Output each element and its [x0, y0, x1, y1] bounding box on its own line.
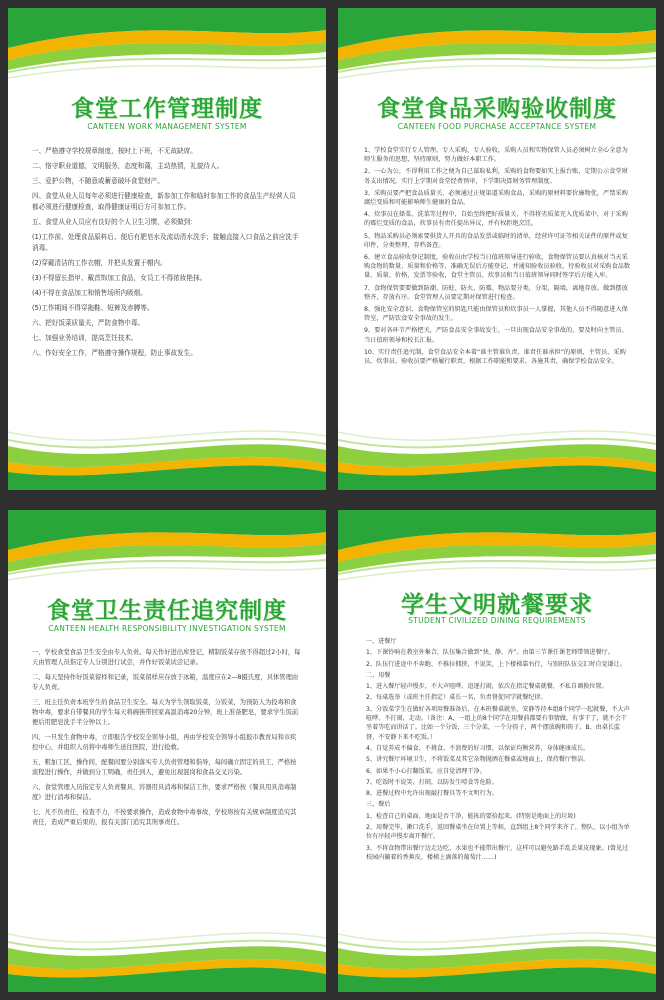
- top-wave-decoration: [8, 510, 326, 592]
- poster-title: 食堂工作管理制度: [71, 96, 263, 122]
- poster-body: [364, 146, 632, 369]
- rule-paragraph: 五、食堂从业人员应有良好的个人卫生习惯，必须做到：: [32, 217, 197, 226]
- rule-paragraph: 五、粗加工区，操作间，配餐间要分别落实专人负责管理和指导，每间确立固定的员工，严格按流程进行操作，并做到分工明确，责任到人，避免出现混岗和食品交叉污染。: [32, 759, 297, 776]
- rule-paragraph: (3)不得留长指甲、戴首饰加工食品，女员工不得浓妆艳抹。: [32, 273, 207, 282]
- rule-paragraph: 一、严格遵守学校规章制度，按时上下班，不无故缺席。: [32, 147, 197, 155]
- rule-paragraph: 7、食物保管要要做到防潮、防蛀、防火、防霉、物品要分类，分架，隔墙，离地存放。做到摆放整齐，存放有序。食堂管理人员要定期对保管进行检查。: [364, 284, 628, 301]
- bottom-wave-decoration: [338, 412, 656, 490]
- poster-title: 食堂食品采购验收制度: [377, 96, 617, 122]
- rule-paragraph: (4)不得在食品加工和销售场所内吸烟。: [32, 288, 147, 297]
- poster-canteen-work-management: [8, 8, 326, 490]
- poster-subtitle: CANTEEN FOOD PURCHASE ACCEPTANCE SYSTEM: [397, 122, 597, 131]
- rule-paragraph: 10、实行责任追究制，食堂食品安全本着“谁主管谁负责、谁责任谁承担”的原则，主管员、采购员、炊事员、验收员要严格履行职责，根据工作职能和要求，各施其责，确保学校食品安全。: [364, 348, 626, 366]
- rule-paragraph: 8、强化安全意识，食物保管室的钥匙只能由保管员和炊事员一人掌握，其他人员不得随意进入保管室，严防饮食安全事故的发生。: [364, 306, 628, 323]
- poster-subtitle: CANTEEN HEALTH RESPONSIBILITY INVESTIGATION SYSTEM: [48, 624, 286, 633]
- rule-paragraph: (2)穿戴清洁的工作衣帽，并把头发置于帽内。: [32, 258, 167, 267]
- rule-paragraph: 四、食堂从业人员每年必须进行健康检查，新参加工作和临时参加工作的食品生产经营人员都必须进行健康检查，取得健康证明后方可参加工作。: [32, 192, 296, 211]
- rule-paragraph: 3、不将食物带出餐厅边走边吃，水果也不能带出餐厅，这样可以避免路手乱丢果皮现象。(曾见过校园内躺着的香蕉皮，楼梯上滴落的葡萄汁……): [366, 844, 629, 861]
- rule-paragraph: 二、每天坚持作好饭菜留样和记录，饭菜留样应存放于冰箱，温度应在2—8摄氏度，具体管理由专人负责。: [32, 674, 299, 691]
- poster-title: 学生文明就餐要求: [401, 592, 593, 618]
- poster-student-dining-requirements: [338, 510, 656, 992]
- rule-paragraph: (5)工作期间不得穿拖鞋、短裤及赤膊等。: [32, 304, 154, 313]
- section-heading: 二、用餐: [366, 671, 391, 679]
- rule-paragraph: 1、检查自己的桌面、地面是否干净，能拣的要拾起来。(特别是地面上的垃圾): [366, 812, 576, 820]
- poster-body: [32, 146, 302, 363]
- rule-paragraph: 2、用餐完毕，漱口洗手，返回餐桌坐在位置上等候，直到组上8个同学来齐了，整队，以小组为单位有序轻声慢步离开餐厅。: [366, 824, 630, 841]
- poster-body: [32, 648, 302, 833]
- rule-paragraph: 3、采购员要严把食品质量关，必须通过正规渠道采购食品，采购的原材料要价廉物优，严禁采购腐烂变质和可能影响师生健康的食品。: [364, 189, 628, 207]
- poster-title: 食堂卫生责任追究制度: [47, 598, 287, 624]
- rule-paragraph: 1、学校食堂实行专人管理，专人采购、专人验收，采购人员和实物保管人员必须树立全心全意为师生服务的思想，坚持原则，努力做好本职工作。: [364, 147, 628, 164]
- top-wave-decoration: [8, 8, 326, 90]
- rule-paragraph: 六、把好饭菜质量关，严防食物中毒。: [32, 319, 145, 328]
- section-heading: 一、进餐厅: [366, 638, 397, 645]
- rule-paragraph: 4、自觉养成不偏食、不挑食、不浪费的好习惯，以保证均衡营养，身体健康成长。: [366, 744, 590, 752]
- rule-paragraph: (1)工作前、处理食品原料后、便后有肥皂水及流动清水洗手；接触直接入口食品之前应洗手消毒。: [32, 233, 299, 252]
- rule-paragraph: 八、作好安全工作，严格遵守操作规程，防止事故发生。: [32, 349, 197, 358]
- rule-paragraph: 七、凡不负责任，检查不力，不按要求操作，造成食物中毒事故，学校将按有关规章制度追究其责任，造成严重后果的，报有关部门追究其刑事责任。: [32, 809, 297, 826]
- rule-paragraph: 三、爱护公物，不随意或蓄意破坏食堂财产。: [32, 177, 164, 186]
- rule-paragraph: 4、炊事员在择菜、洗菜等过程中，自始至终把好质量关，不得将劣质菜充入优质菜中，对于采购的霉烂变质的食品，炊事员有责任提出异议，并有权拒绝烹饪。: [364, 211, 628, 228]
- poster-food-purchase-acceptance: [338, 8, 656, 490]
- rule-paragraph: 二、恪守职业道德，文明服务，态度和蔼，主动热情，礼貌待人。: [32, 162, 224, 171]
- poster-subtitle: CANTEEN WORK MANAGEMENT SYSTEM: [87, 122, 247, 131]
- rule-paragraph: 8、进餐过程中允许出现敲打餐具等不文明行为。: [366, 790, 498, 798]
- rule-paragraph: 6、建立食品验收登记制度，验收员由学校当日值班领导进行验收，食物保管员要认真核对当天采购食物的数量、质量和价格等，准确无误后方能登记，并通知验收员验收，待验收员对采购食品数量、质量、价格、发票等验收，食堂主管员、炊事员和当日值班领导同时签字后方能入库。: [364, 254, 631, 280]
- bottom-wave-decoration: [8, 412, 326, 490]
- rule-paragraph: 6、如果不小心打翻饭菜，应自觉清理干净。: [366, 767, 486, 775]
- poster-subtitle: STUDENT CIVILIZED DINING REQUIREMENTS: [408, 616, 586, 625]
- rule-paragraph: 5、物品采购员必须索要供货人开具的食品发票或临时的清单，经营许可证等相关证件的原件或复印件，分类整理，存档备查。: [364, 232, 628, 249]
- rule-paragraph: 三、班主任负责本班学生的食品卫生安全。每天为学生领取饭菜，分饭菜，为预防人为投毒和食物中毒，要求自带餐具的学生每天将碗筷带回家高温消毒20分钟，班上准备肥皂，要求学生饭前便后用肥皂洗手半分钟以上。: [32, 699, 299, 726]
- top-wave-decoration: [338, 8, 656, 90]
- rule-paragraph: 七、加强业务培训，提高烹饪技术。: [32, 334, 138, 343]
- rule-paragraph: 1、进入餐厅轻声慢步，不大声喧哗、追逐打闹，依次在指定餐桌就餐，不私自调换位置。: [366, 683, 608, 691]
- rule-paragraph: 7、吃饭时不说笑、打闹，以防发生噎食等危险。: [366, 778, 498, 786]
- section-heading: 三、餐后: [366, 801, 391, 809]
- rule-paragraph: 5、讲究餐厅环境卫生，不将饭菜及其它杂物抛洒在餐桌或地面上，保持餐厅整洁。: [366, 756, 590, 764]
- rule-paragraph: 3、分饭菜学生在做好各项用餐准备后，在本班餐桌就坐，安静等待本组8个同学一起就餐，不大声喧哗、不打闹，走动。（备注：A、一组上的8个同学在用餐前都要有事情做，有事干了，就不会干坐着等吃而讲话了。比如一个分饭，三个分菜，一个分筷子，两个摆放碗和筷子。B、由桌长监督，不安静下来不吃饭。）: [366, 705, 630, 741]
- rule-paragraph: 四、一旦发生食物中毒，立即报告学校安全领导小组，再由学校安全领导小组报市教育局和市疾控中心，并组织人员将中毒师生送往医院，进行抢救。: [32, 734, 297, 751]
- rule-paragraph: 六、食堂管理人员指定专人负责餐具、容器用具消毒和保洁工作，要求严格按《餐具用具消毒制度》进行消毒和保洁。: [32, 784, 297, 801]
- rule-paragraph: 9、要对各环节严格把关，严防食品安全事故发生，一旦出现食品安全事故的，要及时向主管员、当日值班领导和校长汇报。: [364, 327, 628, 344]
- rule-paragraph: 1、下课铃响在教室外集合，队伍集合做到“快、静、齐”。由第三节课任课老师带领进餐厅。: [366, 649, 614, 657]
- bottom-wave-decoration: [8, 914, 326, 992]
- poster-body: [366, 636, 632, 864]
- rule-paragraph: 2、队伍行进途中不奔跑、不推拉拥挤，不说笑，上下楼梯靠右行，与别班队伍交汇时自觉谦让。: [366, 660, 626, 668]
- top-wave-decoration: [338, 510, 656, 592]
- rule-paragraph: 一、学校食堂食品卫生安全由专人负责。每天作好进出库登记，精制饭菜存放不得超过2小时，每天由管理人员指定专人分别进行试尝，并作好饭菜试尝记录。: [32, 649, 301, 666]
- poster-health-responsibility: [8, 510, 326, 992]
- rule-paragraph: 2、一心为公，不得利用工作之便为自己谋取私利，采购的食物要如实上报台账，定期公示食堂财务支出情况，实行上学期对食堂经费预审，下学期决算财务管理制度。: [364, 168, 628, 185]
- bottom-wave-decoration: [338, 914, 656, 992]
- rule-paragraph: 2、每桌选举（或班主任指定）桌长一名，负责督促同学就餐纪律。: [366, 694, 547, 702]
